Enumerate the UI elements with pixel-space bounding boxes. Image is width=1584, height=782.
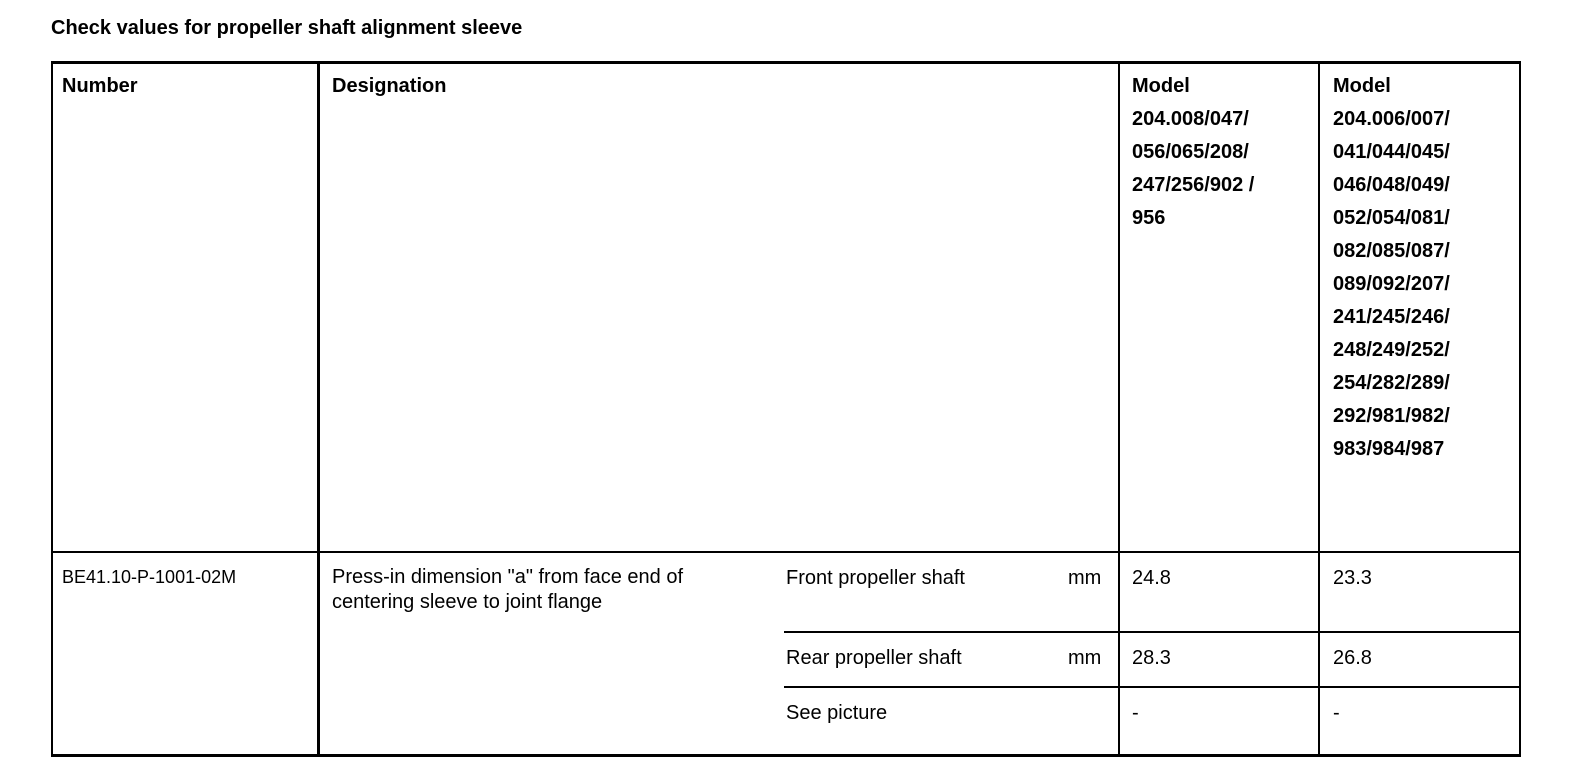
sub-row-unit: mm [1068, 567, 1102, 589]
model-b-line: 204.006/007/ [1333, 108, 1450, 130]
model-b-line: 248/249/252/ [1333, 339, 1450, 361]
model-b-line: 983/984/987 [1333, 438, 1445, 460]
header-model-a [1132, 70, 1254, 235]
sub-row-value-model-a: 28.3 [1132, 647, 1171, 669]
sub-row-value-model-b: 23.3 [1333, 567, 1372, 589]
header-row-divider [51, 551, 1521, 553]
model-b-line: 052/054/081/ [1333, 207, 1450, 229]
row-designation-line: Press-in dimension "a" from face end of [332, 566, 684, 588]
sub-row-value-model-a: 24.8 [1132, 567, 1171, 589]
model-b-line: 254/282/289/ [1333, 372, 1450, 394]
model-b-line: 089/092/207/ [1333, 273, 1450, 295]
column-divider-model-b [1318, 61, 1320, 757]
column-divider-model-a [1118, 61, 1120, 757]
sub-row-value-model-b: 26.8 [1333, 647, 1372, 669]
model-b-line: 241/245/246/ [1333, 306, 1450, 328]
sub-row-label: See picture [786, 702, 888, 724]
page-title: Check values for propeller shaft alignment sleeve [51, 17, 523, 39]
row-number: BE41.10-P-1001-02M [62, 567, 237, 587]
model-a-line: 956 [1132, 207, 1166, 229]
sub-row-value-model-a: - [1132, 702, 1139, 724]
sub-row-label: Front propeller shaft [786, 567, 965, 589]
sub-row-unit: mm [1068, 647, 1102, 669]
model-b-line: 046/048/049/ [1333, 174, 1450, 196]
model-a-line: 204.008/047/ [1132, 108, 1249, 130]
model-b-line: 292/981/982/ [1333, 405, 1450, 427]
sub-row-value-model-b: - [1333, 702, 1340, 724]
model-b-label: Model [1333, 75, 1391, 97]
model-a-label: Model [1132, 75, 1190, 97]
header-number: Number [62, 75, 138, 97]
sub-row-divider-1 [784, 631, 1521, 633]
header-designation: Designation [332, 75, 447, 97]
sub-row-divider-2 [784, 686, 1521, 688]
model-a-line: 056/065/208/ [1132, 141, 1249, 163]
model-b-line: 041/044/045/ [1333, 141, 1450, 163]
header-model-b [1333, 70, 1450, 466]
column-divider-number [317, 61, 320, 757]
model-a-line: 247/256/902 / [1132, 174, 1255, 196]
model-b-line: 082/085/087/ [1333, 240, 1450, 262]
sub-row-label: Rear propeller shaft [786, 647, 962, 669]
row-designation-line: centering sleeve to joint flange [332, 591, 603, 613]
